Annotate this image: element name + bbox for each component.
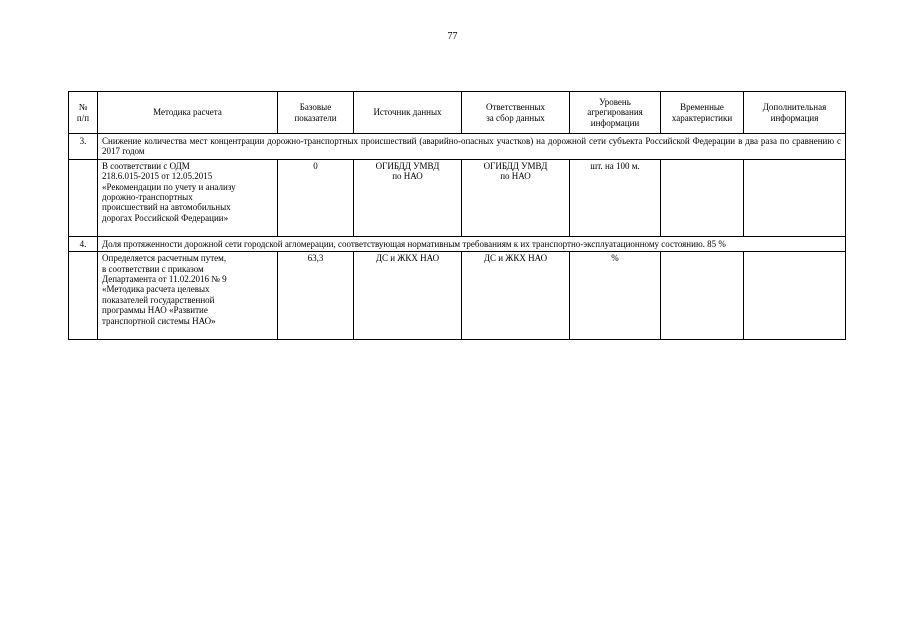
text-line: по НАО bbox=[500, 171, 531, 182]
aggregation-cell: шт. на 100 м. bbox=[570, 159, 661, 236]
table-row bbox=[69, 236, 846, 251]
text-line: «Рекомендации по учету и анализу bbox=[102, 181, 236, 192]
table-row bbox=[69, 252, 846, 340]
text-line: по НАО bbox=[392, 171, 423, 182]
header-base-values bbox=[278, 92, 354, 134]
header-number bbox=[69, 92, 98, 134]
time-characteristics-cell bbox=[661, 159, 744, 236]
text-line: ОГИБДД УМВД bbox=[483, 160, 548, 171]
text-line: 218.6.015-2015 от 12.05.2015 bbox=[102, 171, 213, 182]
indicators-table bbox=[68, 91, 846, 340]
text-line: дорогах Российской Федерации» bbox=[102, 212, 229, 223]
indicator-title: Снижение количества мест концентрации дорожно-транспортных происшествий (аварийно-опасных участков) на дорожной сети субъекта Российской Федерации в два раза по сравнению с 2017 годом bbox=[98, 134, 846, 160]
row-number-empty bbox=[69, 159, 98, 236]
text-line: Временные bbox=[680, 102, 724, 113]
text-line: Определяется расчетным путем, bbox=[102, 253, 227, 264]
text-line: п/п bbox=[76, 112, 90, 123]
text-line: дорожно-транспортных bbox=[102, 192, 193, 203]
aggregation-cell: % bbox=[570, 252, 661, 340]
base-value-cell: 63,3 bbox=[278, 252, 354, 340]
text-line: транспортной системы НАО» bbox=[102, 315, 216, 326]
table-row bbox=[69, 134, 846, 160]
header-data-source bbox=[354, 92, 462, 134]
table-row bbox=[69, 159, 846, 236]
table-header-row bbox=[69, 92, 846, 134]
text-line: «Методика расчета целевых bbox=[102, 284, 210, 295]
text-line: Базовые bbox=[299, 102, 332, 113]
header-aggregation-level bbox=[570, 92, 661, 134]
row-number: 3. bbox=[69, 134, 98, 160]
header-time-characteristics bbox=[661, 92, 744, 134]
header-additional-info bbox=[744, 92, 846, 134]
text-line: ОГИБДД УМВД bbox=[375, 160, 440, 171]
text-line: информации bbox=[590, 117, 640, 128]
text-line: в соответствии с приказом bbox=[102, 263, 204, 274]
page-number: 77 bbox=[447, 31, 458, 42]
responsible-cell bbox=[462, 252, 570, 340]
text-line: Уровень bbox=[599, 96, 631, 107]
row-number: 4. bbox=[69, 236, 98, 251]
text-line: характеристики bbox=[671, 112, 733, 123]
method-cell bbox=[98, 159, 278, 236]
header-method bbox=[98, 92, 278, 134]
time-characteristics-cell bbox=[661, 252, 744, 340]
text-line: за сбор данных bbox=[486, 112, 545, 123]
base-value-cell: 0 bbox=[278, 159, 354, 236]
text-line: агрегирования bbox=[587, 107, 643, 118]
indicator-title: Доля протяженности дорожной сети городской агломерации, соответствующая нормативным требованиям к их транспортно-эксплуатационному состоянию. 85 % bbox=[98, 236, 846, 251]
text-line: информация bbox=[770, 112, 819, 123]
text-line: ДС и ЖКХ НАО bbox=[483, 253, 548, 264]
responsible-cell bbox=[462, 159, 570, 236]
text-line: показателей государственной bbox=[102, 294, 215, 305]
text-line: программы НАО «Развитие bbox=[102, 305, 208, 316]
header-responsible bbox=[462, 92, 570, 134]
text-line: показатели bbox=[294, 112, 337, 123]
text-line: Департамента от 11.02.2016 № 9 bbox=[102, 274, 227, 285]
data-source-cell bbox=[354, 159, 462, 236]
additional-info-cell bbox=[744, 252, 846, 340]
text-line: № bbox=[78, 102, 88, 113]
row-number-empty bbox=[69, 252, 98, 340]
text-line: Методика расчета bbox=[153, 107, 222, 118]
text-line: Дополнительная bbox=[762, 102, 827, 113]
text-line: В соответствии с ОДМ bbox=[102, 160, 190, 171]
data-source-cell bbox=[354, 252, 462, 340]
additional-info-cell bbox=[744, 159, 846, 236]
text-line: Ответственных bbox=[486, 102, 545, 113]
text-line: Источник данных bbox=[373, 107, 442, 118]
method-cell bbox=[98, 252, 278, 340]
text-line: ДС и ЖКХ НАО bbox=[375, 253, 440, 264]
text-line: происшествий на автомобильных bbox=[102, 202, 231, 213]
